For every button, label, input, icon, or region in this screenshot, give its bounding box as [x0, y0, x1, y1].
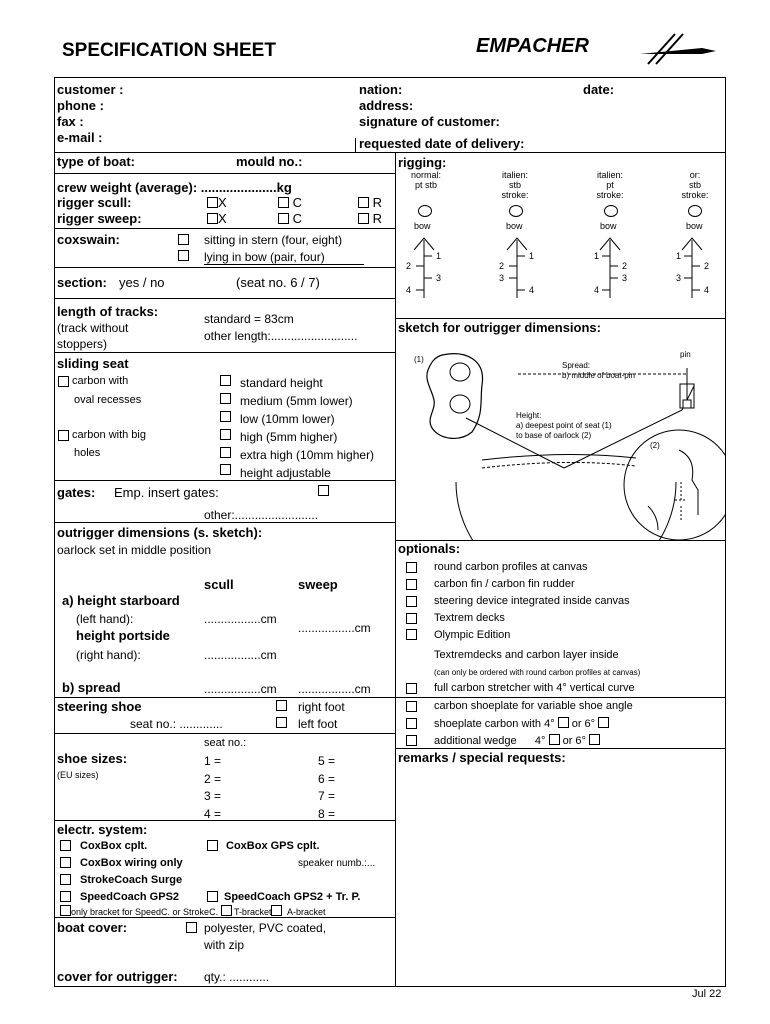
- shoe-size-4: 4 =: [204, 806, 222, 821]
- shoe-size-5: 5 =: [318, 754, 336, 768]
- svg-text:4: 4: [594, 285, 600, 295]
- seat-adjustable-label: height adjustable: [240, 466, 331, 480]
- seat-extra-high-checkbox[interactable]: [220, 447, 231, 458]
- seat-medium-label: medium (5mm lower): [240, 394, 353, 408]
- od-scull-portside[interactable]: .................cm: [204, 648, 277, 662]
- seat-holes-checkbox[interactable]: [58, 430, 69, 441]
- sketch-height-1: Height:: [516, 411, 542, 420]
- seat-holes-label-2: holes: [74, 447, 101, 459]
- rig-arrow-italien-pt: [594, 238, 627, 298]
- rigger-sweep-r[interactable]: R: [358, 211, 382, 226]
- checkbox[interactable]: [358, 213, 369, 224]
- sliding-seat-title: sliding seat: [57, 356, 129, 371]
- rig-circle-3: [604, 205, 618, 217]
- opt-round-carbon-checkbox[interactable]: [406, 562, 417, 573]
- svg-text:2: 2: [406, 261, 412, 271]
- signature-label: signature of customer:: [359, 114, 500, 129]
- opt-6deg-checkbox[interactable]: [598, 717, 609, 728]
- rig-circle-4: [688, 205, 702, 217]
- rig-bow-1: bow: [414, 221, 431, 231]
- opt-carbon-fin-checkbox[interactable]: [406, 579, 417, 590]
- od-height-starboard: a) height starboard: [62, 593, 180, 608]
- el-surge-label: StrokeCoach Surge: [80, 874, 183, 886]
- cox-bow-checkbox[interactable]: [178, 250, 189, 261]
- shoe-size-7: 7 =: [318, 789, 336, 803]
- shoe-size-6: 6 =: [318, 771, 336, 786]
- remarks-title: remarks / special requests:: [398, 750, 566, 765]
- el-bracket-row: [60, 905, 325, 917]
- el-bracket-checkbox[interactable]: [60, 905, 71, 916]
- gates-checkbox[interactable]: [318, 485, 329, 496]
- opt-wedge-row: additional wedge 4° or 6°: [434, 734, 600, 747]
- rig-bow-2: bow: [506, 221, 523, 231]
- checkbox[interactable]: [207, 213, 218, 224]
- el-gps2-checkbox[interactable]: [60, 891, 71, 902]
- empacher-logo: [470, 30, 720, 70]
- customer-labels: [57, 82, 123, 146]
- rigging-title: rigging:: [398, 155, 447, 170]
- page-title: SPECIFICATION SHEET: [62, 40, 276, 61]
- shoe-col-1[interactable]: [204, 753, 221, 823]
- shoe-eu-note: (EU sizes): [57, 770, 99, 780]
- delivery-label: requested date of delivery:: [359, 136, 525, 151]
- seat-high-label: high (5mm higher): [240, 430, 338, 444]
- opt-textrem-label: Textrem decks: [434, 612, 505, 624]
- el-tbracket-checkbox[interactable]: [221, 905, 232, 916]
- el-wiring-checkbox[interactable]: [60, 857, 71, 868]
- type-of-boat-label: type of boat:: [57, 154, 135, 169]
- steering-seat-no[interactable]: seat no.: .............: [130, 717, 223, 731]
- od-sweep-spread[interactable]: .................cm: [298, 682, 371, 696]
- checkbox[interactable]: [278, 213, 289, 224]
- el-coxbox-label: CoxBox cplt.: [80, 840, 148, 852]
- od-height-portside: height portside: [76, 628, 170, 643]
- sketch-height-2: a) deepest point of seat (1): [516, 421, 612, 430]
- rig-col-or: or: stb stroke:: [681, 170, 709, 200]
- svg-text:1: 1: [436, 251, 442, 261]
- steering-left-label: left foot: [298, 717, 338, 731]
- sketch-spread-1: Spread:: [562, 361, 591, 370]
- shoe-size-3: 3 =: [204, 789, 222, 803]
- el-tbracket-label: T-bracket: [233, 907, 272, 917]
- svg-text:4: 4: [529, 285, 535, 295]
- od-spread: b) spread: [62, 680, 121, 695]
- email-label: e-mail :: [57, 130, 103, 145]
- section-label: section:: [57, 275, 107, 290]
- tracks-other[interactable]: other length:..........................: [204, 329, 358, 343]
- section-seat: (seat no. 6 / 7): [236, 275, 320, 290]
- opt-carbon-fin-label: carbon fin / carbon fin rudder: [434, 578, 575, 590]
- boat-cover-opt-1: polyester, PVC coated,: [204, 921, 327, 935]
- section-value[interactable]: yes / no: [119, 275, 165, 290]
- el-gps2-tp-checkbox[interactable]: [207, 891, 218, 902]
- checkbox[interactable]: [278, 197, 289, 208]
- opt-shoeplate-checkbox[interactable]: [406, 701, 417, 712]
- opt-stretcher-checkbox[interactable]: [406, 683, 417, 694]
- od-left-hand: (left hand):: [76, 612, 134, 626]
- rigger-scull-c[interactable]: C: [278, 195, 302, 210]
- sketch-pin-label: pin: [680, 350, 691, 359]
- checkbox[interactable]: [358, 197, 369, 208]
- cox-bow-label: lying in bow (pair, four): [204, 250, 325, 264]
- seat-extra-high-label: extra high (10mm higher): [240, 448, 375, 462]
- boat-cover-title: boat cover:: [57, 920, 128, 935]
- logo-mark: [470, 30, 720, 70]
- cover-outrigger-qty[interactable]: qty.: ............: [204, 970, 270, 984]
- el-coxbox-gps-label: CoxBox GPS cplt.: [226, 840, 320, 852]
- rigger-sweep-label: rigger sweep:: [57, 211, 142, 226]
- el-surge-checkbox[interactable]: [60, 874, 71, 885]
- seat-holes-label: carbon with big: [72, 429, 146, 441]
- rig-arrow-or: [676, 238, 709, 298]
- rigger-sweep-x[interactable]: X: [207, 211, 227, 226]
- rig-bow-4: bow: [686, 221, 703, 231]
- svg-text:3: 3: [622, 273, 628, 283]
- tracks-note-2: stoppers): [57, 337, 108, 351]
- opt-shoeplate-label: carbon shoeplate for variable shoe angle: [434, 700, 633, 712]
- rig-arrow-italien-stb: [499, 238, 534, 298]
- opt-olympic-label: Olympic Edition: [434, 629, 511, 641]
- sketch-label-2: (2): [650, 441, 660, 450]
- svg-text:1: 1: [676, 251, 682, 261]
- boat-cover-checkbox[interactable]: [186, 922, 197, 933]
- steering-right-label: right foot: [298, 700, 345, 714]
- shoe-size-1: 1 =: [204, 754, 222, 768]
- shoe-size-8: 8 =: [318, 806, 336, 821]
- sketch-label-1: (1): [414, 355, 424, 364]
- address-label: address:: [359, 98, 414, 113]
- shoe-sizes-title: shoe sizes:: [57, 751, 128, 766]
- seat-oval-checkbox[interactable]: [58, 376, 69, 387]
- shoe-col-2[interactable]: [318, 753, 335, 823]
- gates-value: Emp. insert gates:: [114, 485, 219, 500]
- crew-weight-label: crew weight (average): .....................kg: [57, 180, 292, 195]
- rig-arrow-normal: [406, 238, 441, 298]
- rigger-scull-r[interactable]: R: [358, 195, 382, 210]
- rigging-diagram: [396, 230, 725, 300]
- opt-textrem-checkbox[interactable]: [406, 613, 417, 624]
- tracks-standard: standard = 83cm: [204, 312, 294, 326]
- tracks-note-1: (track without: [57, 321, 129, 335]
- opt-round-carbon-label: round carbon profiles at canvas: [434, 561, 588, 573]
- opt-wedge-6-checkbox[interactable]: [589, 734, 600, 745]
- seat-oval-label-2: oval recesses: [74, 394, 142, 406]
- date-label: date:: [583, 82, 615, 97]
- el-wiring-label: CoxBox wiring only: [80, 857, 183, 869]
- el-coxbox-checkbox[interactable]: [60, 840, 71, 851]
- shoe-seat-no: seat no.:: [204, 737, 247, 749]
- opt-steering-checkbox[interactable]: [406, 596, 417, 607]
- boat-cover-opt-2: with zip: [204, 938, 245, 952]
- seat-oval-label: carbon with: [72, 375, 129, 387]
- sketch-title: sketch for outrigger dimensions:: [398, 320, 601, 335]
- cox-stern-label: sitting in stern (four, eight): [204, 233, 343, 247]
- seat-high-checkbox[interactable]: [220, 429, 231, 440]
- rig-bow-3: bow: [600, 221, 617, 231]
- svg-text:3: 3: [676, 273, 682, 283]
- svg-text:2: 2: [622, 261, 628, 271]
- opt-olympic-checkbox[interactable]: [406, 629, 417, 640]
- shoe-size-2: 2 =: [204, 771, 222, 786]
- optionals-title: optionals:: [398, 541, 461, 556]
- footer-date: Jul 22: [692, 988, 722, 1000]
- opt-wedge-checkbox[interactable]: [406, 735, 417, 746]
- cox-stern-checkbox[interactable]: [178, 234, 189, 245]
- svg-text:1: 1: [529, 251, 535, 261]
- el-abracket-label: A-bracket: [286, 907, 326, 917]
- opt-shoeplate-carbon-checkbox[interactable]: [406, 718, 417, 729]
- checkbox[interactable]: [207, 197, 218, 208]
- seat-standard-checkbox[interactable]: [220, 375, 231, 386]
- electr-title: electr. system:: [57, 822, 148, 837]
- opt-textrem-carbon-label: Textremdecks and carbon layer inside: [434, 649, 619, 661]
- mould-no-label: mould no.:: [236, 154, 303, 169]
- el-speaker-numb[interactable]: speaker numb.:...: [298, 858, 376, 869]
- opt-shoeplate-carbon-row: shoeplate carbon with 4° or 6°: [434, 717, 609, 730]
- svg-text:4: 4: [704, 285, 710, 295]
- od-sweep-height[interactable]: .................cm: [298, 621, 371, 635]
- gates-label: gates:: [57, 485, 96, 500]
- sketch-spread-2: b) middle of boat-pin: [562, 371, 635, 380]
- svg-text:2: 2: [499, 261, 505, 271]
- phone-label: phone :: [57, 98, 104, 113]
- el-gps2-tp-label: SpeedCoach GPS2 + Tr. P.: [224, 891, 361, 903]
- seat-low-label: low (10mm lower): [240, 412, 335, 426]
- outrigger-sketch: [396, 340, 725, 540]
- rig-col-italien-pt: italien: pt stroke:: [596, 170, 624, 200]
- el-gps2-label: SpeedCoach GPS2: [80, 891, 180, 903]
- od-note: oarlock set in middle position: [57, 543, 212, 557]
- el-abracket-checkbox[interactable]: [271, 905, 282, 916]
- rigger-scull-x[interactable]: X: [207, 195, 227, 210]
- opt-stretcher-label: full carbon stretcher with 4° vertical curve: [434, 682, 635, 694]
- tracks-title: length of tracks:: [57, 304, 159, 319]
- gates-other[interactable]: other:.........................: [204, 508, 319, 522]
- svg-text:3: 3: [436, 273, 442, 283]
- rigger-sweep-c[interactable]: C: [278, 211, 302, 226]
- opt-steering-label: steering device integrated inside canvas: [434, 595, 630, 607]
- seat-adjustable-checkbox[interactable]: [220, 464, 231, 475]
- svg-text:EMPACHER: EMPACHER: [476, 35, 589, 57]
- od-title: outrigger dimensions (s. sketch):: [57, 525, 263, 540]
- customer-label: customer :: [57, 82, 124, 97]
- nation-label: nation:: [359, 82, 403, 97]
- rig-circle-1: [418, 205, 432, 217]
- fax-label: fax :: [57, 114, 84, 129]
- od-sweep: sweep: [298, 577, 338, 592]
- el-coxbox-gps-checkbox[interactable]: [207, 840, 218, 851]
- svg-text:3: 3: [499, 273, 505, 283]
- coxswain-label: coxswain:: [57, 232, 120, 247]
- rig-circle-2: [509, 205, 523, 217]
- seat-low-checkbox[interactable]: [220, 411, 231, 422]
- steering-right-checkbox[interactable]: [276, 700, 287, 711]
- od-right-hand: (right hand):: [76, 648, 141, 662]
- od-scull: scull: [204, 577, 234, 592]
- sketch-height-3: to base of oarlock (2): [516, 431, 592, 440]
- svg-text:2: 2: [704, 261, 710, 271]
- seat-medium-checkbox[interactable]: [220, 393, 231, 404]
- cover-outrigger-label: cover for outrigger:: [57, 969, 178, 984]
- svg-text:4: 4: [406, 285, 412, 295]
- opt-textrem-note: (can only be ordered with round carbon profiles at canvas): [434, 668, 641, 677]
- steering-left-checkbox[interactable]: [276, 717, 287, 728]
- el-bracket-label: only bracket for SpeedC. or StrokeC.: [71, 907, 219, 917]
- opt-wedge-4-checkbox[interactable]: [549, 734, 560, 745]
- rig-col-italien-stb: italien: stb stroke:: [501, 170, 529, 200]
- od-scull-starboard[interactable]: .................cm: [204, 612, 277, 626]
- steering-shoe-title: steering shoe: [57, 699, 142, 714]
- seat-standard-label: standard height: [240, 376, 323, 390]
- svg-text:1: 1: [594, 251, 600, 261]
- od-scull-spread[interactable]: .................cm: [204, 682, 277, 696]
- opt-4deg-checkbox[interactable]: [558, 717, 569, 728]
- rig-col-normal: normal: pt stb: [410, 170, 441, 190]
- rigger-scull-label: rigger scull:: [57, 195, 132, 210]
